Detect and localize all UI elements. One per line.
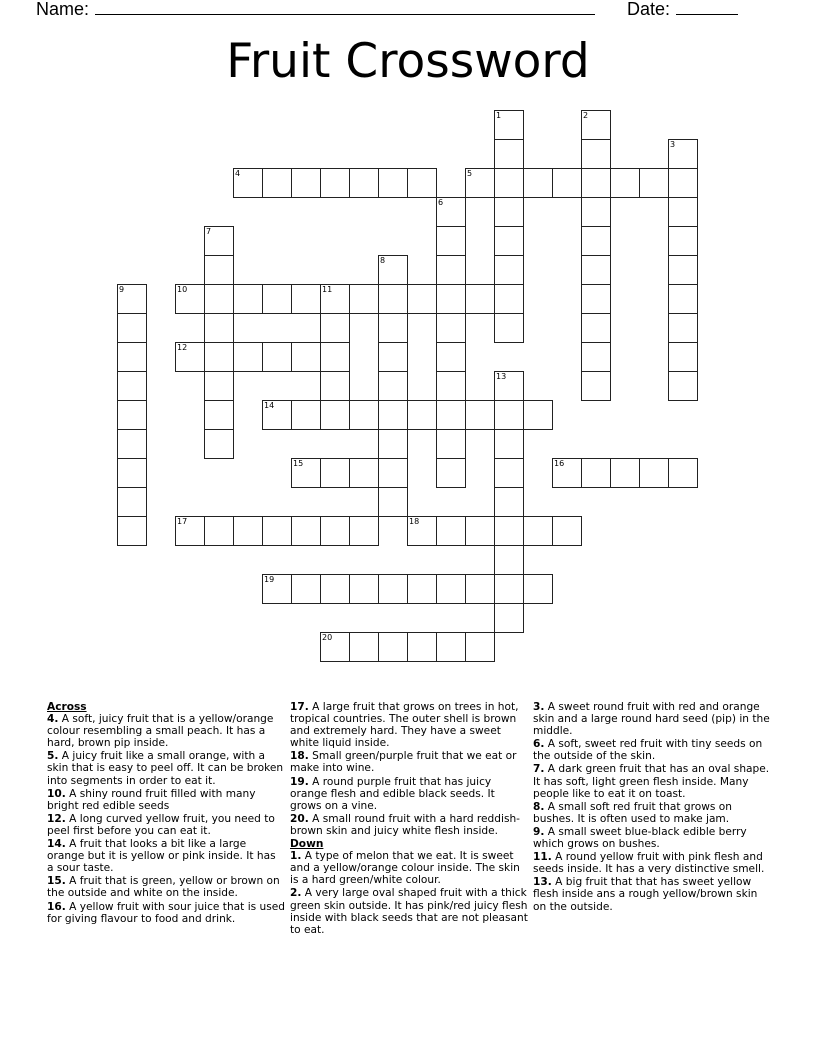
- grid-cell[interactable]: [523, 400, 553, 430]
- grid-cell[interactable]: [349, 400, 379, 430]
- grid-cell[interactable]: [436, 429, 466, 459]
- across-clue: [47, 813, 285, 837]
- grid-cell[interactable]: [581, 284, 611, 314]
- clue-text: A yellow fruit with sour juice that is used for giving flavour to food and drink.: [47, 900, 285, 925]
- down-clue: [533, 851, 771, 875]
- clue-number-label: 15.: [47, 875, 66, 888]
- grid-cell[interactable]: [494, 168, 524, 198]
- clues-column-1: [47, 701, 285, 926]
- grid-cell[interactable]: [436, 284, 466, 314]
- grid-cell[interactable]: [117, 342, 147, 372]
- grid-cell[interactable]: [117, 313, 147, 343]
- clue-number: 9: [119, 285, 125, 294]
- clue-text: A small sweet blue-black edible berry which grows on bushes.: [533, 825, 747, 851]
- grid-cell[interactable]: [581, 342, 611, 372]
- across-list-b: [290, 701, 528, 837]
- down-list-a: [290, 850, 528, 936]
- grid-cell[interactable]: [407, 168, 437, 198]
- grid-cell[interactable]: [320, 400, 350, 430]
- grid-cell[interactable]: [552, 168, 582, 198]
- down-clue: [533, 876, 771, 912]
- grid-cell[interactable]: [117, 487, 147, 517]
- grid-cell[interactable]: [494, 371, 524, 401]
- clue-text: A dark green fruit that has an oval shape. It has soft, light green flesh inside. Many people like to eat it on toast.: [533, 763, 770, 800]
- grid-cell[interactable]: [378, 487, 408, 517]
- grid-cell[interactable]: [407, 284, 437, 314]
- grid-cell[interactable]: [320, 632, 350, 662]
- clue-number: 6: [438, 198, 444, 207]
- clue-number-label: 4.: [47, 713, 59, 726]
- grid-cell[interactable]: [117, 458, 147, 488]
- grid-cell[interactable]: [262, 516, 292, 546]
- clue-number-label: 11.: [533, 851, 552, 864]
- clue-text: A fruit that looks a bit like a large orange but it is yellow or pink inside. It has a sour taste.: [47, 838, 276, 875]
- grid-cell[interactable]: [668, 197, 698, 227]
- grid-cell[interactable]: [494, 226, 524, 256]
- clue-text: A round yellow fruit with pink flesh and seeds inside. It has a very distinctive smell.: [533, 851, 765, 876]
- grid-cell[interactable]: [552, 458, 582, 488]
- grid-cell[interactable]: [668, 168, 698, 198]
- grid-cell[interactable]: [494, 110, 524, 140]
- date-label: Date:: [627, 0, 671, 19]
- clue-number: 11: [322, 285, 333, 294]
- grid-cell[interactable]: [320, 574, 350, 604]
- across-clue: [290, 813, 528, 837]
- grid-cell[interactable]: [291, 400, 321, 430]
- grid-cell[interactable]: [436, 197, 466, 227]
- clue-number: 14: [264, 401, 275, 410]
- clue-text: Small green/purple fruit that we eat or make into wine.: [290, 750, 517, 775]
- grid-cell[interactable]: [204, 371, 234, 401]
- down-list-b: [533, 701, 771, 913]
- grid-cell[interactable]: [494, 313, 524, 343]
- across-clue: [47, 750, 285, 786]
- clue-number-label: 1.: [290, 850, 302, 863]
- grid-cell[interactable]: [436, 313, 466, 343]
- down-heading: Down: [290, 838, 324, 851]
- grid-cell[interactable]: [407, 400, 437, 430]
- grid-cell[interactable]: [494, 139, 524, 169]
- clue-text: A soft, juicy fruit that is a yellow/orange colour resembling a small peach. It has a hard, brown pip inside.: [47, 713, 274, 750]
- grid-cell[interactable]: [581, 371, 611, 401]
- grid-cell[interactable]: [436, 371, 466, 401]
- grid-cell[interactable]: [204, 226, 234, 256]
- down-clue: [533, 801, 771, 825]
- grid-cell[interactable]: [668, 371, 698, 401]
- grid-cell[interactable]: [117, 400, 147, 430]
- grid-cell[interactable]: [349, 458, 379, 488]
- grid-cell[interactable]: [378, 429, 408, 459]
- grid-cell[interactable]: [494, 603, 524, 633]
- clue-number-label: 7.: [533, 763, 545, 776]
- clue-number: 20: [322, 633, 333, 642]
- grid-cell[interactable]: [378, 313, 408, 343]
- grid-cell[interactable]: [436, 226, 466, 256]
- grid-cell[interactable]: [436, 342, 466, 372]
- grid-cell[interactable]: [494, 400, 524, 430]
- name-field[interactable]: [36, 0, 595, 20]
- grid-cell[interactable]: [494, 545, 524, 575]
- clues-column-3: [533, 701, 771, 914]
- clue-text: A round purple fruit that has juicy orange flesh and edible black seeds. It grows on a vine.: [290, 775, 495, 812]
- grid-cell[interactable]: [494, 197, 524, 227]
- clue-number-label: 12.: [47, 812, 66, 825]
- grid-cell[interactable]: [465, 632, 495, 662]
- grid-cell[interactable]: [668, 139, 698, 169]
- grid-cell[interactable]: [436, 632, 466, 662]
- grid-cell[interactable]: [204, 284, 234, 314]
- clue-number: 8: [380, 256, 386, 265]
- down-clue: [533, 701, 771, 737]
- grid-cell[interactable]: [581, 255, 611, 285]
- clue-number: 12: [177, 343, 188, 352]
- grid-cell[interactable]: [378, 255, 408, 285]
- grid-cell[interactable]: [117, 516, 147, 546]
- grid-cell[interactable]: [610, 168, 640, 198]
- grid-cell[interactable]: [581, 110, 611, 140]
- grid-cell[interactable]: [523, 574, 553, 604]
- grid-cell[interactable]: [581, 226, 611, 256]
- grid-cell[interactable]: [639, 168, 669, 198]
- clue-number-label: 13.: [533, 876, 552, 889]
- grid-cell[interactable]: [320, 342, 350, 372]
- grid-cell[interactable]: [233, 342, 263, 372]
- clue-text: A big fruit that that has sweet yellow flesh inside ans a rough yellow/brown skin on the outside.: [533, 876, 758, 913]
- clue-text: A large fruit that grows on trees in hot, tropical countries. The outer shell is brown and extremely hard. They have a sweet white liquid inside.: [290, 701, 519, 750]
- grid-cell[interactable]: [465, 168, 495, 198]
- date-field[interactable]: [627, 0, 738, 20]
- clue-number-label: 17.: [290, 701, 309, 713]
- grid-cell[interactable]: [378, 458, 408, 488]
- grid-cell[interactable]: [552, 516, 582, 546]
- grid-cell[interactable]: [407, 574, 437, 604]
- grid-cell[interactable]: [407, 516, 437, 546]
- clue-number: 16: [554, 459, 565, 468]
- clue-text: A long curved yellow fruit, you need to peel first before you can eat it.: [47, 812, 275, 837]
- grid-cell[interactable]: [668, 226, 698, 256]
- grid-cell[interactable]: [204, 400, 234, 430]
- grid-cell[interactable]: [204, 342, 234, 372]
- page-title: Fruit Crossword: [226, 34, 590, 89]
- grid-cell[interactable]: [668, 255, 698, 285]
- grid-cell[interactable]: [320, 313, 350, 343]
- grid-cell[interactable]: [349, 516, 379, 546]
- grid-cell[interactable]: [668, 284, 698, 314]
- clue-number: 2: [583, 111, 589, 120]
- across-clue: [47, 713, 285, 749]
- grid-cell[interactable]: [668, 342, 698, 372]
- grid-cell[interactable]: [117, 284, 147, 314]
- grid-cell[interactable]: [320, 371, 350, 401]
- date-line[interactable]: [676, 0, 738, 15]
- clue-number-label: 8.: [533, 800, 545, 813]
- grid-cell[interactable]: [320, 516, 350, 546]
- grid-cell[interactable]: [378, 632, 408, 662]
- clue-number: 5: [467, 169, 473, 178]
- grid-cell[interactable]: [291, 284, 321, 314]
- grid-cell[interactable]: [320, 458, 350, 488]
- grid-cell[interactable]: [349, 632, 379, 662]
- across-list-a: [47, 713, 285, 925]
- across-clue: [47, 875, 285, 899]
- down-clue: [533, 738, 771, 762]
- down-clue: [290, 850, 528, 886]
- clue-text: A juicy fruit like a small orange, with a skin that is easy to peel off. It can be broken into segments in order to eat it.: [47, 750, 284, 787]
- grid-cell[interactable]: [233, 284, 263, 314]
- clue-number-label: 20.: [290, 812, 309, 825]
- clue-text: A small soft red fruit that grows on bushes. It is often used to make jam.: [533, 800, 732, 825]
- clue-number: 15: [293, 459, 304, 468]
- grid-cell[interactable]: [320, 284, 350, 314]
- grid-cell[interactable]: [494, 429, 524, 459]
- clue-text: A small round fruit with a hard reddish-brown skin and juicy white flesh inside.: [290, 812, 521, 837]
- grid-cell[interactable]: [175, 284, 205, 314]
- grid-cell[interactable]: [494, 255, 524, 285]
- grid-cell[interactable]: [349, 168, 379, 198]
- clue-number-label: 5.: [47, 750, 59, 763]
- grid-cell[interactable]: [378, 574, 408, 604]
- across-clue: [290, 750, 528, 774]
- grid-cell[interactable]: [581, 197, 611, 227]
- grid-cell[interactable]: [523, 168, 553, 198]
- grid-cell[interactable]: [320, 168, 350, 198]
- grid-cell[interactable]: [494, 487, 524, 517]
- grid-cell[interactable]: [378, 168, 408, 198]
- clue-number-label: 2.: [290, 887, 302, 900]
- down-clue: [533, 826, 771, 850]
- grid-cell[interactable]: [291, 342, 321, 372]
- clue-text: A sweet round fruit with red and orange skin and a large round hard seed (pip) in the middle.: [533, 701, 770, 738]
- grid-cell[interactable]: [262, 342, 292, 372]
- grid-cell[interactable]: [233, 168, 263, 198]
- grid-cell[interactable]: [262, 574, 292, 604]
- grid-cell[interactable]: [204, 516, 234, 546]
- grid-cell[interactable]: [610, 458, 640, 488]
- grid-cell[interactable]: [494, 458, 524, 488]
- grid-cell[interactable]: [465, 284, 495, 314]
- grid-cell[interactable]: [436, 255, 466, 285]
- grid-cell[interactable]: [291, 516, 321, 546]
- name-label: Name:: [36, 0, 90, 19]
- grid-cell[interactable]: [494, 284, 524, 314]
- grid-cell[interactable]: [291, 458, 321, 488]
- grid-cell[interactable]: [175, 516, 205, 546]
- clue-number: 19: [264, 575, 275, 584]
- clue-text: A soft, sweet red fruit with tiny seeds on the outside of the skin.: [533, 738, 763, 763]
- across-clue: [290, 776, 528, 812]
- name-line[interactable]: [95, 0, 595, 15]
- across-clue: [47, 901, 285, 925]
- grid-cell[interactable]: [262, 168, 292, 198]
- clue-text: A type of melon that we eat. It is sweet and a yellow/orange colour inside. The skin is a hard green/white colour.: [290, 850, 520, 887]
- grid-cell[interactable]: [523, 516, 553, 546]
- grid-cell[interactable]: [204, 313, 234, 343]
- grid-cell[interactable]: [291, 574, 321, 604]
- clue-number: 1: [496, 111, 502, 120]
- grid-cell[interactable]: [204, 255, 234, 285]
- grid-cell[interactable]: [465, 400, 495, 430]
- grid-cell[interactable]: [465, 516, 495, 546]
- grid-cell[interactable]: [494, 574, 524, 604]
- grid-cell[interactable]: [436, 458, 466, 488]
- clue-number-label: 18.: [290, 750, 309, 763]
- clue-text: A fruit that is green, yellow or brown on the outside and white on the inside.: [47, 875, 280, 900]
- clue-number-label: 6.: [533, 738, 545, 751]
- grid-cell[interactable]: [407, 632, 437, 662]
- clue-number: 4: [235, 169, 241, 178]
- grid-cell[interactable]: [581, 458, 611, 488]
- grid-cell[interactable]: [465, 574, 495, 604]
- grid-cell[interactable]: [233, 516, 263, 546]
- clue-number-label: 19.: [290, 775, 309, 788]
- grid-cell[interactable]: [117, 371, 147, 401]
- down-clue: [290, 887, 528, 935]
- grid-cell[interactable]: [581, 139, 611, 169]
- grid-cell[interactable]: [581, 168, 611, 198]
- grid-cell[interactable]: [291, 168, 321, 198]
- clue-number-label: 14.: [47, 838, 66, 851]
- grid-cell[interactable]: [378, 342, 408, 372]
- clue-text: A very large oval shaped fruit with a thick green skin outside. It has pink/red juicy flesh inside with black seeds that are not pleasant to eat.: [290, 887, 528, 936]
- clue-number: 13: [496, 372, 507, 381]
- clue-number: 10: [177, 285, 188, 294]
- clue-number-label: 16.: [47, 900, 66, 913]
- grid-cell[interactable]: [436, 516, 466, 546]
- clue-number: 3: [670, 140, 676, 149]
- grid-cell[interactable]: [378, 400, 408, 430]
- clues-column-2: [290, 701, 528, 937]
- across-clue: [47, 838, 285, 874]
- grid-cell[interactable]: [349, 284, 379, 314]
- clue-number: 18: [409, 517, 420, 526]
- grid-cell[interactable]: [378, 371, 408, 401]
- grid-cell[interactable]: [581, 313, 611, 343]
- clue-number: 7: [206, 227, 212, 236]
- grid-cell[interactable]: [668, 458, 698, 488]
- grid-cell[interactable]: [378, 284, 408, 314]
- clue-text: A shiny round fruit filled with many bright red edible seeds: [47, 787, 256, 812]
- grid-cell[interactable]: [639, 458, 669, 488]
- across-clue: [290, 701, 528, 749]
- grid-cell[interactable]: [262, 284, 292, 314]
- grid-cell[interactable]: [117, 429, 147, 459]
- grid-cell[interactable]: [436, 574, 466, 604]
- clue-number-label: 10.: [47, 787, 66, 800]
- down-clue: [533, 763, 771, 799]
- grid-cell[interactable]: [175, 342, 205, 372]
- grid-cell[interactable]: [349, 574, 379, 604]
- across-heading: Across: [47, 701, 87, 713]
- across-clue: [47, 788, 285, 812]
- grid-cell[interactable]: [668, 313, 698, 343]
- clue-number-label: 3.: [533, 701, 545, 713]
- clue-number-label: 9.: [533, 825, 545, 838]
- grid-cell[interactable]: [204, 429, 234, 459]
- grid-cell[interactable]: [494, 516, 524, 546]
- clue-number: 17: [177, 517, 188, 526]
- grid-cell[interactable]: [262, 400, 292, 430]
- grid-cell[interactable]: [436, 400, 466, 430]
